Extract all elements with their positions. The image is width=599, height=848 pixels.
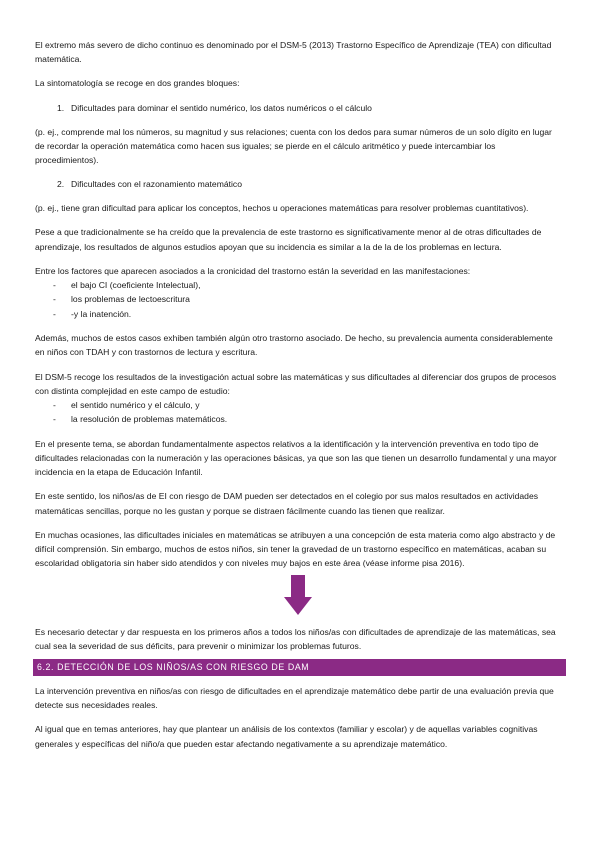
document-page [35,38,560,751]
paragraph-symptoms-intro: La sintomatología se recoge en dos grandes bloques: [35,78,240,89]
paragraph-intervention: La intervención preventiva en niños/as con riesgo de dificultades en el aprendizaje matemático debe partir de una evaluación previa que detecte sus necesidades reales. [35,685,554,711]
section-heading: 6.2. DETECCIÓN DE LOS NIÑOS/AS CON RIESGO DE DAM [33,659,566,676]
list-item: - la resolución de problemas matemáticos. [53,414,228,425]
numbered-item-2-text: Dificultades con el razonamiento matemático [71,179,243,190]
list-item: - los problemas de lectoescritura [53,294,190,305]
paragraph-comorbidity: Además, muchos de estos casos exhiben también algún otro trastorno asociado. De hecho, su prevalencia aumenta considerablemente en niños con TDAH y con trastornos de lectura y escritura. [35,333,553,358]
numbered-item-1-text: Dificultades para dominar el sentido numérico, los datos numéricos o el cálculo [71,102,372,113]
paragraph-prevalence: Pese a que tradicionalmente se ha creído que la prevalencia de este trastorno es significativamente menor al de otras dificultades de aprendizaje, los resultados de algunos estudios apoyan que su incidencia es similar a la de la de los problemas en lectura. [35,227,542,252]
paragraph-early-response: Es necesario detectar y dar respuesta en los primeros años a todos los niños/as con dificultades de aprendizaje de las matemáticas, sea cual sea la severidad de sus déficits, para prevenir o minimizar los problemas futuros. [35,626,556,651]
paragraph-context-analysis: Al igual que en temas anteriores, hay que plantear un análisis de los contextos (familiar y escolar) y de aquellas variables cognitivas generales y específicas del niño/a que pueden estar afectando negativamente a su aprendizaje matemático. [35,724,538,749]
paragraph-example-1: (p. ej., comprende mal los números, su magnitud y sus relaciones; cuenta con los dedos para sumar números de un solo dígito en lugar de recordar la operación matemática como hacen sus iguales; se pierde en el cálculo aritmético y puede intercambiar los procedimientos). [35,126,552,166]
list-item: - el bajo CI (coeficiente Intelectual), [53,280,201,291]
list-item: - el sentido numérico y el cálculo, y [53,400,200,411]
paragraph-factors-intro: Entre los factores que aparecen asociados a la cronicidad del trastorno están la severidad en las manifestaciones: [35,265,471,276]
paragraph-difficulties: En muchas ocasiones, las dificultades iniciales en matemáticas se atribuyen a una concepción de esta materia como algo abstracto y de difícil comprensión. Sin embargo, muchos de estos niños, sin tener la gravedad de un trastorno específico en matemáticas, acaban su escolaridad obligatoria sin haber sido atendidos y con niveles muy bajos en este área (véase informe pisa 2016). [35,529,556,569]
arrow-down-icon [283,575,313,615]
paragraph-detection: En este sentido, los niños/as de EI con riesgo de DAM pueden ser detectados en el colegio por sus malos resultados en actividades matemáticas sencillas, porque no les gustan y porque se distraen fácilmente cuando las tienen que realizar. [35,491,539,516]
paragraph-dsm5: El DSM-5 recoge los resultados de la investigación actual sobre las matemáticas y sus dificultades al diferenciar dos grupos de procesos con distinta complejidad en este campo de estudio: [35,371,557,396]
paragraph-present-topic: En el presente tema, se abordan fundamentalmente aspectos relativos a la identificación y la intervención preventiva en todo tipo de dificultades relacionadas con la numeración y las operaciones básicas, ya que son las que tienen un desarrollo fundamental y una mayor incidencia en la etapa de Educación Infantil. [35,438,557,478]
numbered-item-2: 2. Dificultades con el razonamiento matemático [57,179,243,190]
numbered-item-1: 1. Dificultades para dominar el sentido numérico, los datos numéricos o el cálculo [57,102,372,113]
paragraph-tea-definition: El extremo más severo de dicho continuo es denominado por el DSM-5 (2013) Trastorno Específico de Aprendizaje (TEA) con dificultad matemática. [35,40,552,65]
paragraph-example-2: (p. ej., tiene gran dificultad para aplicar los conceptos, hechos u operaciones matemáticas para resolver problemas cuantitativos). [35,203,529,214]
arrow-container [35,575,560,617]
list-item: - -y la inatención. [53,308,132,319]
processes-list [35,398,560,427]
factors-list [35,278,560,321]
